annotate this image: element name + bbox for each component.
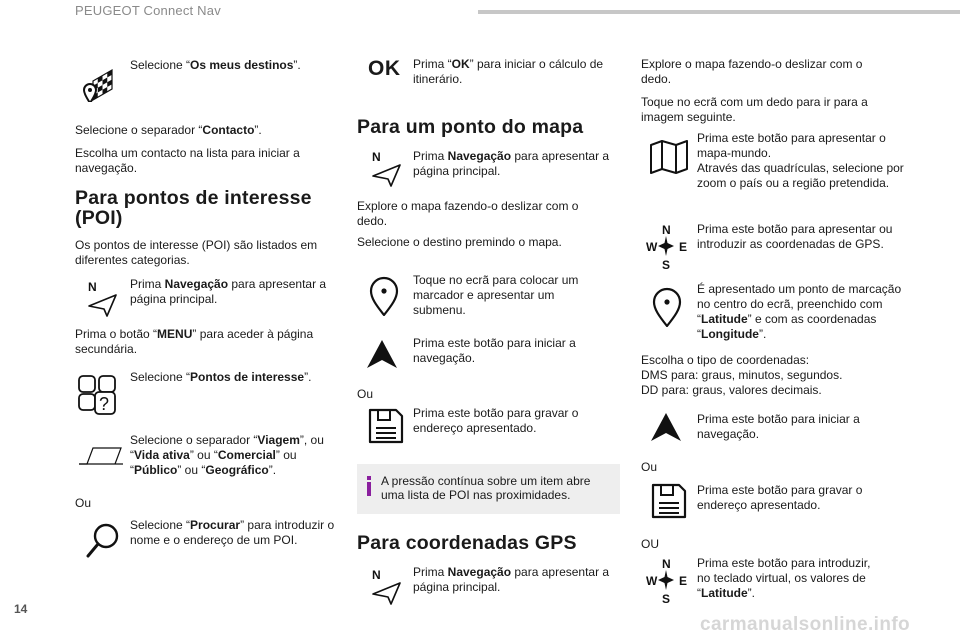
heading-map-point: Para um ponto do mapa xyxy=(357,116,584,138)
contact-choose-text: Escolha um contacto na lista para iniciar a navegação. xyxy=(75,146,300,175)
compass-w: W xyxy=(646,574,658,588)
heading-poi: Para pontos de interesse (POI) xyxy=(75,187,312,229)
info-text: A pressão contínua sobre um item abre uma lista de POI nas proximidades. xyxy=(381,474,591,502)
compass-s: S xyxy=(662,258,671,272)
compass-n: N xyxy=(662,557,671,571)
map-pin-icon xyxy=(647,287,687,327)
press-navigation-instruction: Prima Navegação para apresentar a página principal. xyxy=(413,565,610,594)
start-navigation-icon xyxy=(649,410,683,444)
poi-categories-icon xyxy=(77,372,121,416)
search-select-instruction: Selecione “Procurar” para introduzir o nome e o endereço de um POI. xyxy=(130,518,335,547)
or-text: Ou xyxy=(357,387,374,401)
watermark: carmanualsonline.info xyxy=(700,614,911,635)
tab-icon xyxy=(77,440,125,470)
press-ok-instruction: Prima “OK” para iniciar o cálculo de itinerário. xyxy=(413,57,604,86)
marker-shown-text: É apresentado um ponto de marcação no centro do ecrã, preenchido com “Latitude” e com as coordenadas “Longitude”. xyxy=(697,282,902,341)
page-number: 14 xyxy=(14,602,28,616)
info-box xyxy=(357,464,620,514)
press-menu-instruction: Prima o botão “MENU” para aceder à página secundária. xyxy=(75,327,314,356)
compass-w: W xyxy=(646,240,658,254)
or-text: Ou xyxy=(641,460,658,474)
touch-screen-text: Toque no ecrã com um dedo para ir para a imagem seguinte. xyxy=(641,95,868,124)
save-address-instruction: Prima este botão para gravar o endereço apresentado. xyxy=(413,406,579,435)
start-navigation-icon xyxy=(365,337,399,371)
header-bar xyxy=(478,10,960,14)
start-navigation-instruction: Prima este botão para iniciar a navegação. xyxy=(413,336,576,365)
press-navigation-instruction: Prima Navegação para apresentar a página principal. xyxy=(130,277,327,306)
compass-e: E xyxy=(679,240,688,254)
world-map-icon xyxy=(648,135,690,177)
save-icon xyxy=(649,481,689,521)
contact-tab-instruction: Selecione o separador “Contacto”. xyxy=(75,123,262,137)
header-title: PEUGEOT Connect Nav xyxy=(75,3,221,18)
info-icon xyxy=(367,476,371,496)
or-uppercase-text: OU xyxy=(641,537,659,551)
navigation-arrow-icon xyxy=(85,278,125,318)
svg-text:N: N xyxy=(372,568,381,582)
world-map-instruction: Prima este botão para apresentar o mapa-mundo. Através das quadrículas, selecione por zoom o país ou a região pretendida. xyxy=(697,131,904,190)
or-text: Ou xyxy=(75,496,92,510)
poi-listed-text: Os pontos de interesse (POI) são listados em diferentes categorias. xyxy=(75,238,318,267)
tab-select-instruction: Selecione o separador “Viagem”, ou “Vida ativa” ou “Comercial” ou “Público” ou “Geográfico”. xyxy=(130,433,324,477)
compass-s: S xyxy=(662,592,671,606)
svg-text:?: ? xyxy=(99,394,110,414)
gps-coordinates-instruction: Prima este botão para apresentar ou introduzir as coordenadas de GPS. xyxy=(697,222,893,251)
compass-e: E xyxy=(679,574,688,588)
checkered-flag-pin-icon xyxy=(80,62,120,102)
press-navigation-instruction: Prima Navegação para apresentar a página principal. xyxy=(413,149,610,178)
poi-select-instruction: Selecione “Pontos de interesse”. xyxy=(130,370,312,384)
search-magnifier-icon xyxy=(83,521,123,561)
explore-map-text: Explore o mapa fazendo-o deslizar com o dedo. xyxy=(641,57,863,86)
compass-n: N xyxy=(662,223,671,237)
svg-text:N: N xyxy=(372,150,381,164)
map-pin-icon xyxy=(364,276,404,316)
touch-marker-instruction: Toque no ecrã para colocar um marcador e apresentar um submenu. xyxy=(413,273,579,317)
compass-gps-icon xyxy=(644,222,690,272)
ok-icon: OK xyxy=(368,57,401,80)
keyboard-instruction: Prima este botão para introduzir, no teclado virtual, os valores de “Latitude”. xyxy=(697,556,871,600)
navigation-arrow-icon xyxy=(369,148,409,188)
svg-text:N: N xyxy=(88,280,97,294)
compass-gps-icon xyxy=(644,556,690,606)
select-destination-text: Selecione o destino premindo o mapa. xyxy=(357,235,562,249)
explore-map-text: Explore o mapa fazendo-o deslizar com o dedo. xyxy=(357,199,579,228)
save-icon xyxy=(366,406,406,446)
start-navigation-instruction: Prima este botão para iniciar a navegação. xyxy=(697,412,860,441)
heading-gps: Para coordenadas GPS xyxy=(357,532,577,554)
save-address-instruction: Prima este botão para gravar o endereço apresentado. xyxy=(697,483,863,512)
coordinate-type-text: Escolha o tipo de coordenadas: DMS para: graus, minutos, segundos. DD para: graus, valores decimais. xyxy=(641,353,843,397)
my-destinations-instruction: Selecione “Os meus destinos”. xyxy=(130,58,301,72)
navigation-arrow-icon xyxy=(369,566,409,606)
